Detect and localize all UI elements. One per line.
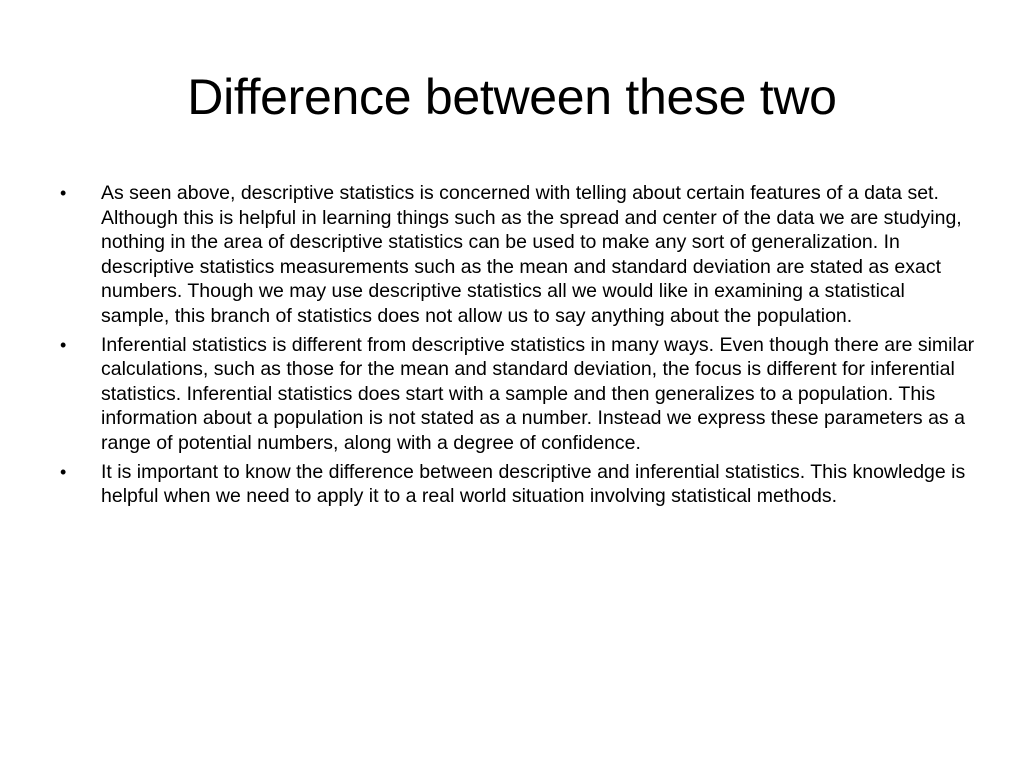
bullet-icon: • bbox=[60, 183, 67, 203]
bullet-item-inferential bbox=[60, 333, 975, 456]
bullet-text: As seen above, descriptive statistics is concerned with telling about certain features of a data set. Although this is helpful in learning things such as the spread and center of the data we are studying, nothing in the area of descriptive statistics can be used to make any sort of generalization. In descriptive statistics measurements such as the mean and standard deviation are stated as exact numbers. Though we may use descriptive statistics all we would like in examining a statistical sample, this branch of statistics does not allow us to say anything about the population. bbox=[101, 182, 962, 327]
bullet-item-descriptive bbox=[60, 181, 975, 329]
bullet-icon: • bbox=[60, 461, 67, 482]
slide-title: Difference between these two bbox=[187, 69, 837, 125]
bullet-icon: • bbox=[60, 334, 67, 355]
bullet-item-importance bbox=[60, 460, 975, 509]
bullet-text: It is important to know the difference between descriptive and inferential statistics. This knowledge is helpful when we need to apply it to a real world situation involving statistical methods. bbox=[101, 460, 966, 508]
bullet-list bbox=[60, 181, 975, 513]
bullet-text: Inferential statistics is different from descriptive statistics in many ways. Even though there are similar calculations, such as those for the mean and standard deviation, the focus is different for inferential statistics. Inferential statistics does start with a sample and then generalizes to a population. This information about a population is not stated as a number. Instead we express these parameters as a range of potential numbers, along with a degree of confidence. bbox=[101, 333, 975, 454]
